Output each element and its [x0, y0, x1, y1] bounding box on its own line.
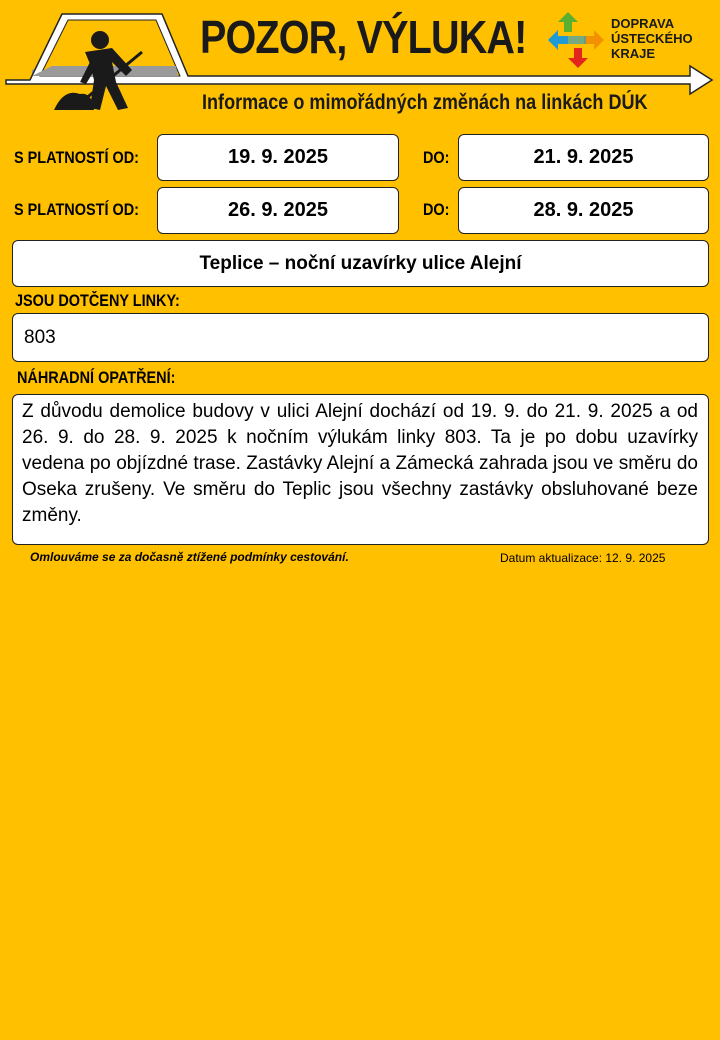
page-subtitle: Informace o mimořádných změnách na linkách DÚK	[202, 91, 648, 114]
validity-from-date: 26. 9. 2025	[157, 187, 399, 234]
closure-headline: Teplice – noční uzavírky ulice Alejní	[12, 240, 709, 287]
validity-to-date: 28. 9. 2025	[458, 187, 709, 234]
validity-from-date: 19. 9. 2025	[157, 134, 399, 181]
page-title: POZOR, VÝLUKA!	[200, 11, 527, 63]
validity-to-label: DO:	[423, 148, 450, 167]
duk-arrows-logo-icon	[546, 10, 606, 70]
worker-digging-icon	[50, 22, 160, 112]
validity-to-date: 21. 9. 2025	[458, 134, 709, 181]
header-banner	[0, 0, 720, 128]
affected-lines-label: JSOU DOTČENY LINKY:	[15, 291, 180, 310]
validity-from-label: S PLATNOSTÍ OD:	[14, 148, 139, 167]
brand-line: ÚSTECKÉHO	[611, 31, 693, 46]
update-date: Datum aktualizace: 12. 9. 2025	[500, 551, 666, 565]
brand-line: KRAJE	[611, 46, 656, 61]
affected-lines-value: 803	[12, 313, 709, 362]
validity-from-label: S PLATNOSTÍ OD:	[14, 200, 139, 219]
brand-name	[611, 16, 693, 61]
brand-line: DOPRAVA	[611, 16, 675, 31]
apology-note: Omlouváme se za dočasně ztížené podmínky cestování.	[30, 550, 349, 564]
validity-to-label: DO:	[423, 200, 450, 219]
replacement-measures-label: NÁHRADNÍ OPATŘENÍ:	[17, 368, 176, 387]
replacement-measures-text: Z důvodu demolice budovy v ulici Alejní dochází od 19. 9. do 21. 9. 2025 a od 26. 9. do 28. 9. 2025 k nočním výlukám linky 803. Ta je po dobu uzavírky vedena po objízdné trase. Zastávky Alejní a Zámecká zahrada jsou ve směru do Oseka zrušeny. Ve směru do Teplic jsou všechny zastávky obsluhované beze změny.	[12, 394, 709, 545]
